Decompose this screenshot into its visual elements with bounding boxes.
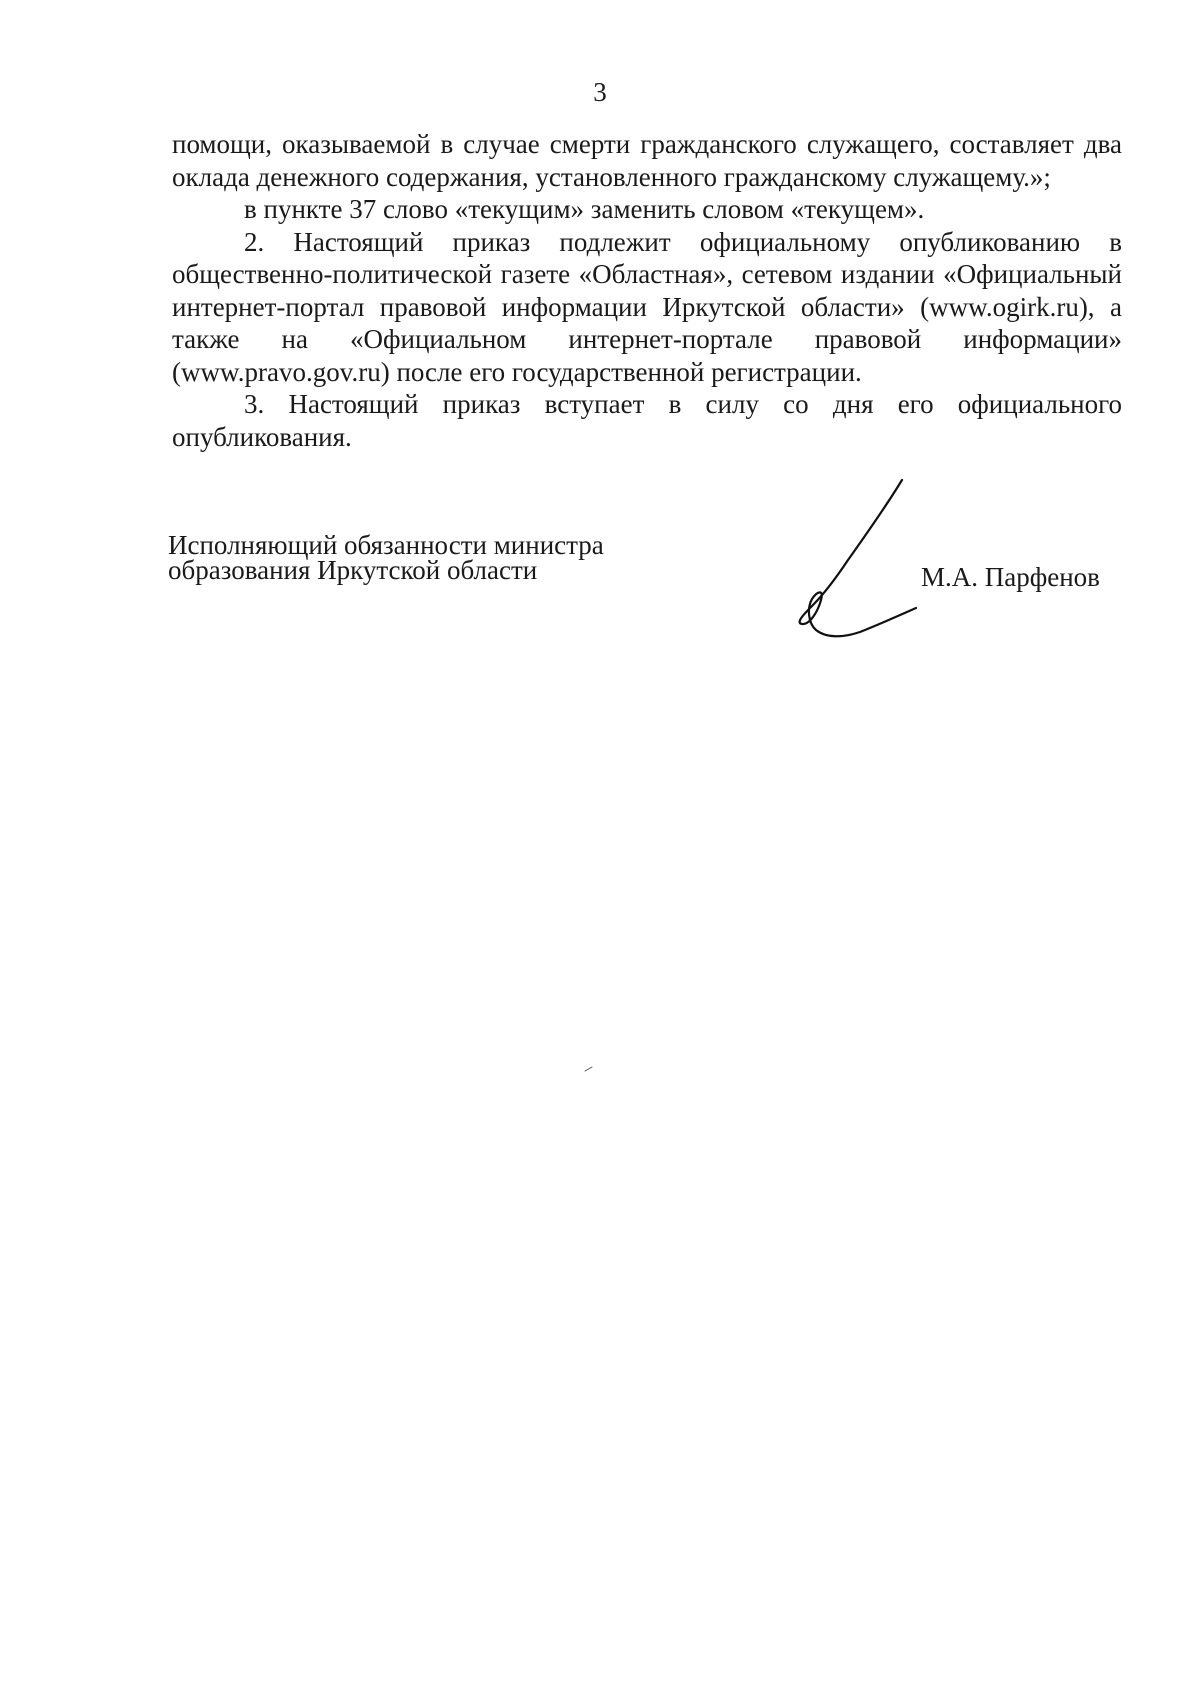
signatory-position-line2: образования Иркутской области <box>168 555 538 585</box>
signatory-position-line1: Исполняющий обязанности министра <box>168 530 604 560</box>
paragraph-amendment-37: в пункте 37 слово «текущим» заменить словом «текущем». <box>244 194 925 224</box>
paragraph-publication: 2. Настоящий приказ подлежит официальному опубликованию в общественно-политической газете «Областная», сетевом издании «Официальный интернет-портал правовой информации Иркутской области» (www.ogirk.ru), а также на «Официальном интернет-портале правовой информации» (www.pravo.gov.ru) после его государственной регистрации. <box>172 226 1122 387</box>
signatory-name: М.А. Парфенов <box>921 562 1100 592</box>
signatory-position <box>168 530 604 585</box>
page-number: 3 <box>593 77 607 107</box>
handwritten-signature <box>790 478 920 643</box>
paragraph-entry-into-force: 3. Настоящий приказ вступает в силу со дня его официального опубликования. <box>172 389 1122 452</box>
paragraph-continuation: помощи, оказываемой в случае смерти гражданского служащего, составляет два оклада денежного содержания, установленного гражданскому служащему.»; <box>172 129 1122 192</box>
scan-speck <box>584 1066 594 1072</box>
document-body <box>172 128 1122 453</box>
